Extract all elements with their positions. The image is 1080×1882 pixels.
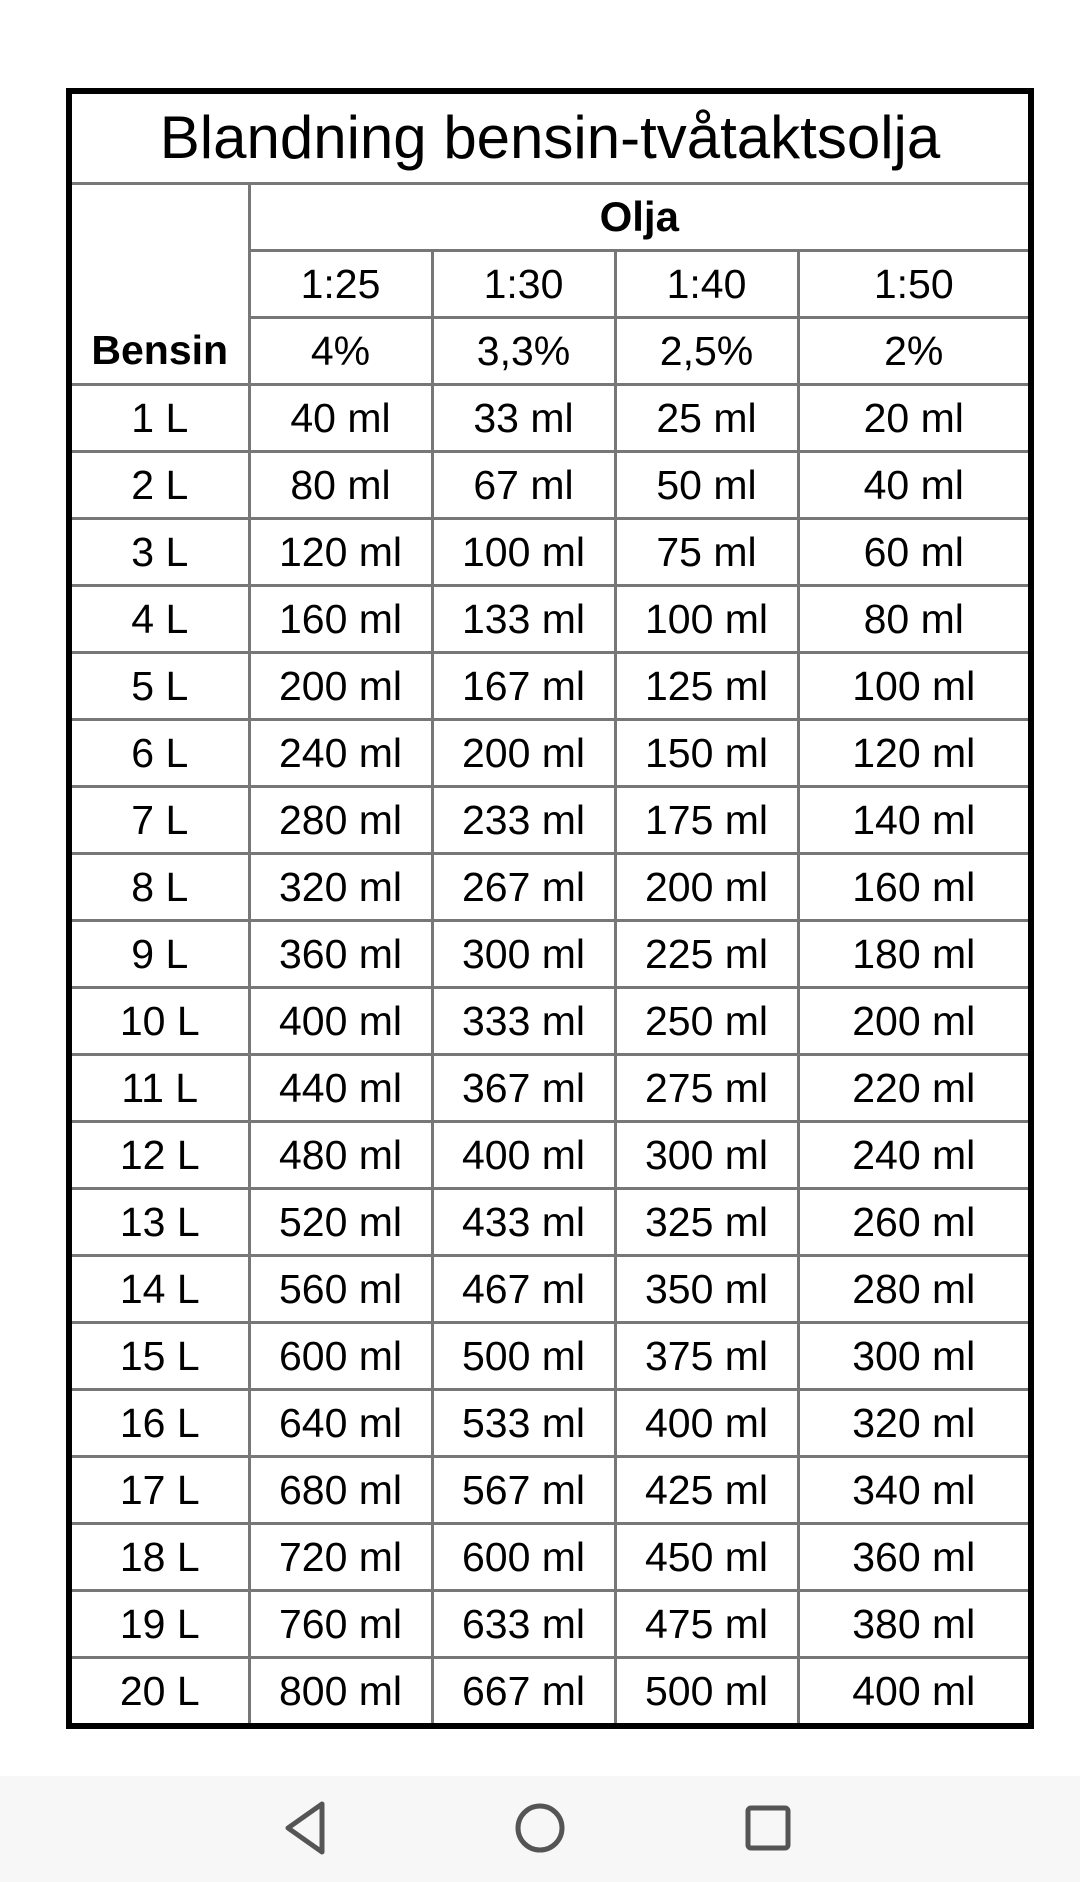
- oil-amount-cell: 500 ml: [615, 1658, 798, 1727]
- oil-amount-cell: 533 ml: [432, 1390, 615, 1457]
- bensin-volume-cell: 1 L: [69, 385, 249, 452]
- oil-amount-cell: 40 ml: [249, 385, 432, 452]
- table-title: Blandning bensin-tvåtaktsolja: [69, 91, 1031, 184]
- table-row: [69, 1055, 1031, 1122]
- oil-amount-cell: 320 ml: [249, 854, 432, 921]
- oil-amount-cell: 333 ml: [432, 988, 615, 1055]
- oil-amount-cell: 33 ml: [432, 385, 615, 452]
- oil-amount-cell: 325 ml: [615, 1189, 798, 1256]
- oil-amount-cell: 400 ml: [798, 1658, 1031, 1727]
- oil-amount-cell: 133 ml: [432, 586, 615, 653]
- bensin-volume-cell: 6 L: [69, 720, 249, 787]
- oil-amount-cell: 233 ml: [432, 787, 615, 854]
- table-row: [69, 653, 1031, 720]
- oil-amount-cell: 633 ml: [432, 1591, 615, 1658]
- table-row: [69, 1323, 1031, 1390]
- bensin-volume-cell: 2 L: [69, 452, 249, 519]
- oil-amount-cell: 667 ml: [432, 1658, 615, 1727]
- oil-amount-cell: 280 ml: [798, 1256, 1031, 1323]
- bensin-header: Bensin: [69, 184, 249, 385]
- oil-amount-cell: 100 ml: [798, 653, 1031, 720]
- table-row: [69, 988, 1031, 1055]
- oil-amount-cell: 240 ml: [798, 1122, 1031, 1189]
- bensin-volume-cell: 19 L: [69, 1591, 249, 1658]
- oil-amount-cell: 200 ml: [615, 854, 798, 921]
- oil-amount-cell: 720 ml: [249, 1524, 432, 1591]
- oil-amount-cell: 100 ml: [615, 586, 798, 653]
- table-row: [69, 586, 1031, 653]
- table-row: [69, 1524, 1031, 1591]
- oil-amount-cell: 200 ml: [432, 720, 615, 787]
- table-body: [69, 385, 1031, 1727]
- table-row: [69, 1658, 1031, 1727]
- oil-amount-cell: 80 ml: [249, 452, 432, 519]
- oil-amount-cell: 520 ml: [249, 1189, 432, 1256]
- bensin-volume-cell: 11 L: [69, 1055, 249, 1122]
- bensin-volume-cell: 18 L: [69, 1524, 249, 1591]
- bensin-volume-cell: 17 L: [69, 1457, 249, 1524]
- table-row: [69, 921, 1031, 988]
- oil-amount-cell: 275 ml: [615, 1055, 798, 1122]
- oil-amount-cell: 760 ml: [249, 1591, 432, 1658]
- table-row: [69, 519, 1031, 586]
- oil-amount-cell: 80 ml: [798, 586, 1031, 653]
- oil-amount-cell: 50 ml: [615, 452, 798, 519]
- table-row: [69, 720, 1031, 787]
- oil-amount-cell: 400 ml: [432, 1122, 615, 1189]
- table-row: [69, 1390, 1031, 1457]
- oil-amount-cell: 220 ml: [798, 1055, 1031, 1122]
- oil-amount-cell: 367 ml: [432, 1055, 615, 1122]
- oil-amount-cell: 433 ml: [432, 1189, 615, 1256]
- oil-amount-cell: 160 ml: [249, 586, 432, 653]
- oil-amount-cell: 225 ml: [615, 921, 798, 988]
- oil-amount-cell: 60 ml: [798, 519, 1031, 586]
- oil-amount-cell: 400 ml: [249, 988, 432, 1055]
- oil-amount-cell: 300 ml: [615, 1122, 798, 1189]
- oil-amount-cell: 175 ml: [615, 787, 798, 854]
- oil-amount-cell: 125 ml: [615, 653, 798, 720]
- oil-amount-cell: 200 ml: [249, 653, 432, 720]
- table-row: [69, 1591, 1031, 1658]
- oil-amount-cell: 425 ml: [615, 1457, 798, 1524]
- bensin-volume-cell: 15 L: [69, 1323, 249, 1390]
- table-row: [69, 1457, 1031, 1524]
- oil-amount-cell: 400 ml: [615, 1390, 798, 1457]
- bensin-volume-cell: 20 L: [69, 1658, 249, 1727]
- oil-amount-cell: 100 ml: [432, 519, 615, 586]
- bensin-volume-cell: 7 L: [69, 787, 249, 854]
- oil-amount-cell: 800 ml: [249, 1658, 432, 1727]
- oil-amount-cell: 150 ml: [615, 720, 798, 787]
- bensin-volume-cell: 9 L: [69, 921, 249, 988]
- percent-cell: 2%: [798, 318, 1031, 385]
- oil-amount-cell: 180 ml: [798, 921, 1031, 988]
- oil-amount-cell: 240 ml: [249, 720, 432, 787]
- table-row: [69, 452, 1031, 519]
- oil-amount-cell: 467 ml: [432, 1256, 615, 1323]
- oil-amount-cell: 300 ml: [798, 1323, 1031, 1390]
- table-row: [69, 787, 1031, 854]
- oil-amount-cell: 75 ml: [615, 519, 798, 586]
- oil-amount-cell: 300 ml: [432, 921, 615, 988]
- oil-amount-cell: 600 ml: [432, 1524, 615, 1591]
- oil-amount-cell: 20 ml: [798, 385, 1031, 452]
- oil-amount-cell: 340 ml: [798, 1457, 1031, 1524]
- oil-amount-cell: 167 ml: [432, 653, 615, 720]
- bensin-volume-cell: 16 L: [69, 1390, 249, 1457]
- recent-square-icon: [736, 1796, 800, 1860]
- oil-amount-cell: 450 ml: [615, 1524, 798, 1591]
- ratio-cell: 1:50: [798, 251, 1031, 318]
- bensin-volume-cell: 4 L: [69, 586, 249, 653]
- oil-amount-cell: 380 ml: [798, 1591, 1031, 1658]
- oil-amount-cell: 160 ml: [798, 854, 1031, 921]
- oil-amount-cell: 25 ml: [615, 385, 798, 452]
- ratio-cell: 1:25: [249, 251, 432, 318]
- oil-amount-cell: 280 ml: [249, 787, 432, 854]
- oil-amount-cell: 140 ml: [798, 787, 1031, 854]
- oil-amount-cell: 40 ml: [798, 452, 1031, 519]
- oil-amount-cell: 320 ml: [798, 1390, 1031, 1457]
- back-button[interactable]: [276, 1796, 340, 1860]
- percent-cell: 3,3%: [432, 318, 615, 385]
- table-row: [69, 1122, 1031, 1189]
- back-triangle-icon: [276, 1796, 340, 1860]
- mixing-table: [66, 88, 1034, 1729]
- bensin-volume-cell: 13 L: [69, 1189, 249, 1256]
- oil-amount-cell: 560 ml: [249, 1256, 432, 1323]
- recent-apps-button[interactable]: [736, 1796, 800, 1860]
- oil-amount-cell: 120 ml: [249, 519, 432, 586]
- oil-amount-cell: 375 ml: [615, 1323, 798, 1390]
- olja-header: Olja: [249, 184, 1031, 251]
- bensin-volume-cell: 12 L: [69, 1122, 249, 1189]
- bensin-volume-cell: 3 L: [69, 519, 249, 586]
- oil-amount-cell: 350 ml: [615, 1256, 798, 1323]
- bensin-volume-cell: 14 L: [69, 1256, 249, 1323]
- navigation-bar: [0, 1776, 1080, 1882]
- ratio-cell: 1:40: [615, 251, 798, 318]
- home-button[interactable]: [508, 1796, 572, 1860]
- oil-amount-cell: 567 ml: [432, 1457, 615, 1524]
- bensin-volume-cell: 10 L: [69, 988, 249, 1055]
- table-row: [69, 854, 1031, 921]
- percent-cell: 4%: [249, 318, 432, 385]
- oil-amount-cell: 360 ml: [249, 921, 432, 988]
- oil-amount-cell: 480 ml: [249, 1122, 432, 1189]
- oil-amount-cell: 200 ml: [798, 988, 1031, 1055]
- oil-amount-cell: 500 ml: [432, 1323, 615, 1390]
- bensin-volume-cell: 5 L: [69, 653, 249, 720]
- oil-amount-cell: 67 ml: [432, 452, 615, 519]
- bensin-volume-cell: 8 L: [69, 854, 249, 921]
- home-circle-icon: [508, 1796, 572, 1860]
- oil-amount-cell: 440 ml: [249, 1055, 432, 1122]
- oil-amount-cell: 640 ml: [249, 1390, 432, 1457]
- table-row: [69, 1256, 1031, 1323]
- oil-amount-cell: 600 ml: [249, 1323, 432, 1390]
- oil-amount-cell: 360 ml: [798, 1524, 1031, 1591]
- oil-amount-cell: 250 ml: [615, 988, 798, 1055]
- oil-amount-cell: 120 ml: [798, 720, 1031, 787]
- oil-amount-cell: 680 ml: [249, 1457, 432, 1524]
- table-row: [69, 1189, 1031, 1256]
- oil-amount-cell: 267 ml: [432, 854, 615, 921]
- percent-cell: 2,5%: [615, 318, 798, 385]
- ratio-cell: 1:30: [432, 251, 615, 318]
- oil-amount-cell: 475 ml: [615, 1591, 798, 1658]
- oil-amount-cell: 260 ml: [798, 1189, 1031, 1256]
- table-row: [69, 385, 1031, 452]
